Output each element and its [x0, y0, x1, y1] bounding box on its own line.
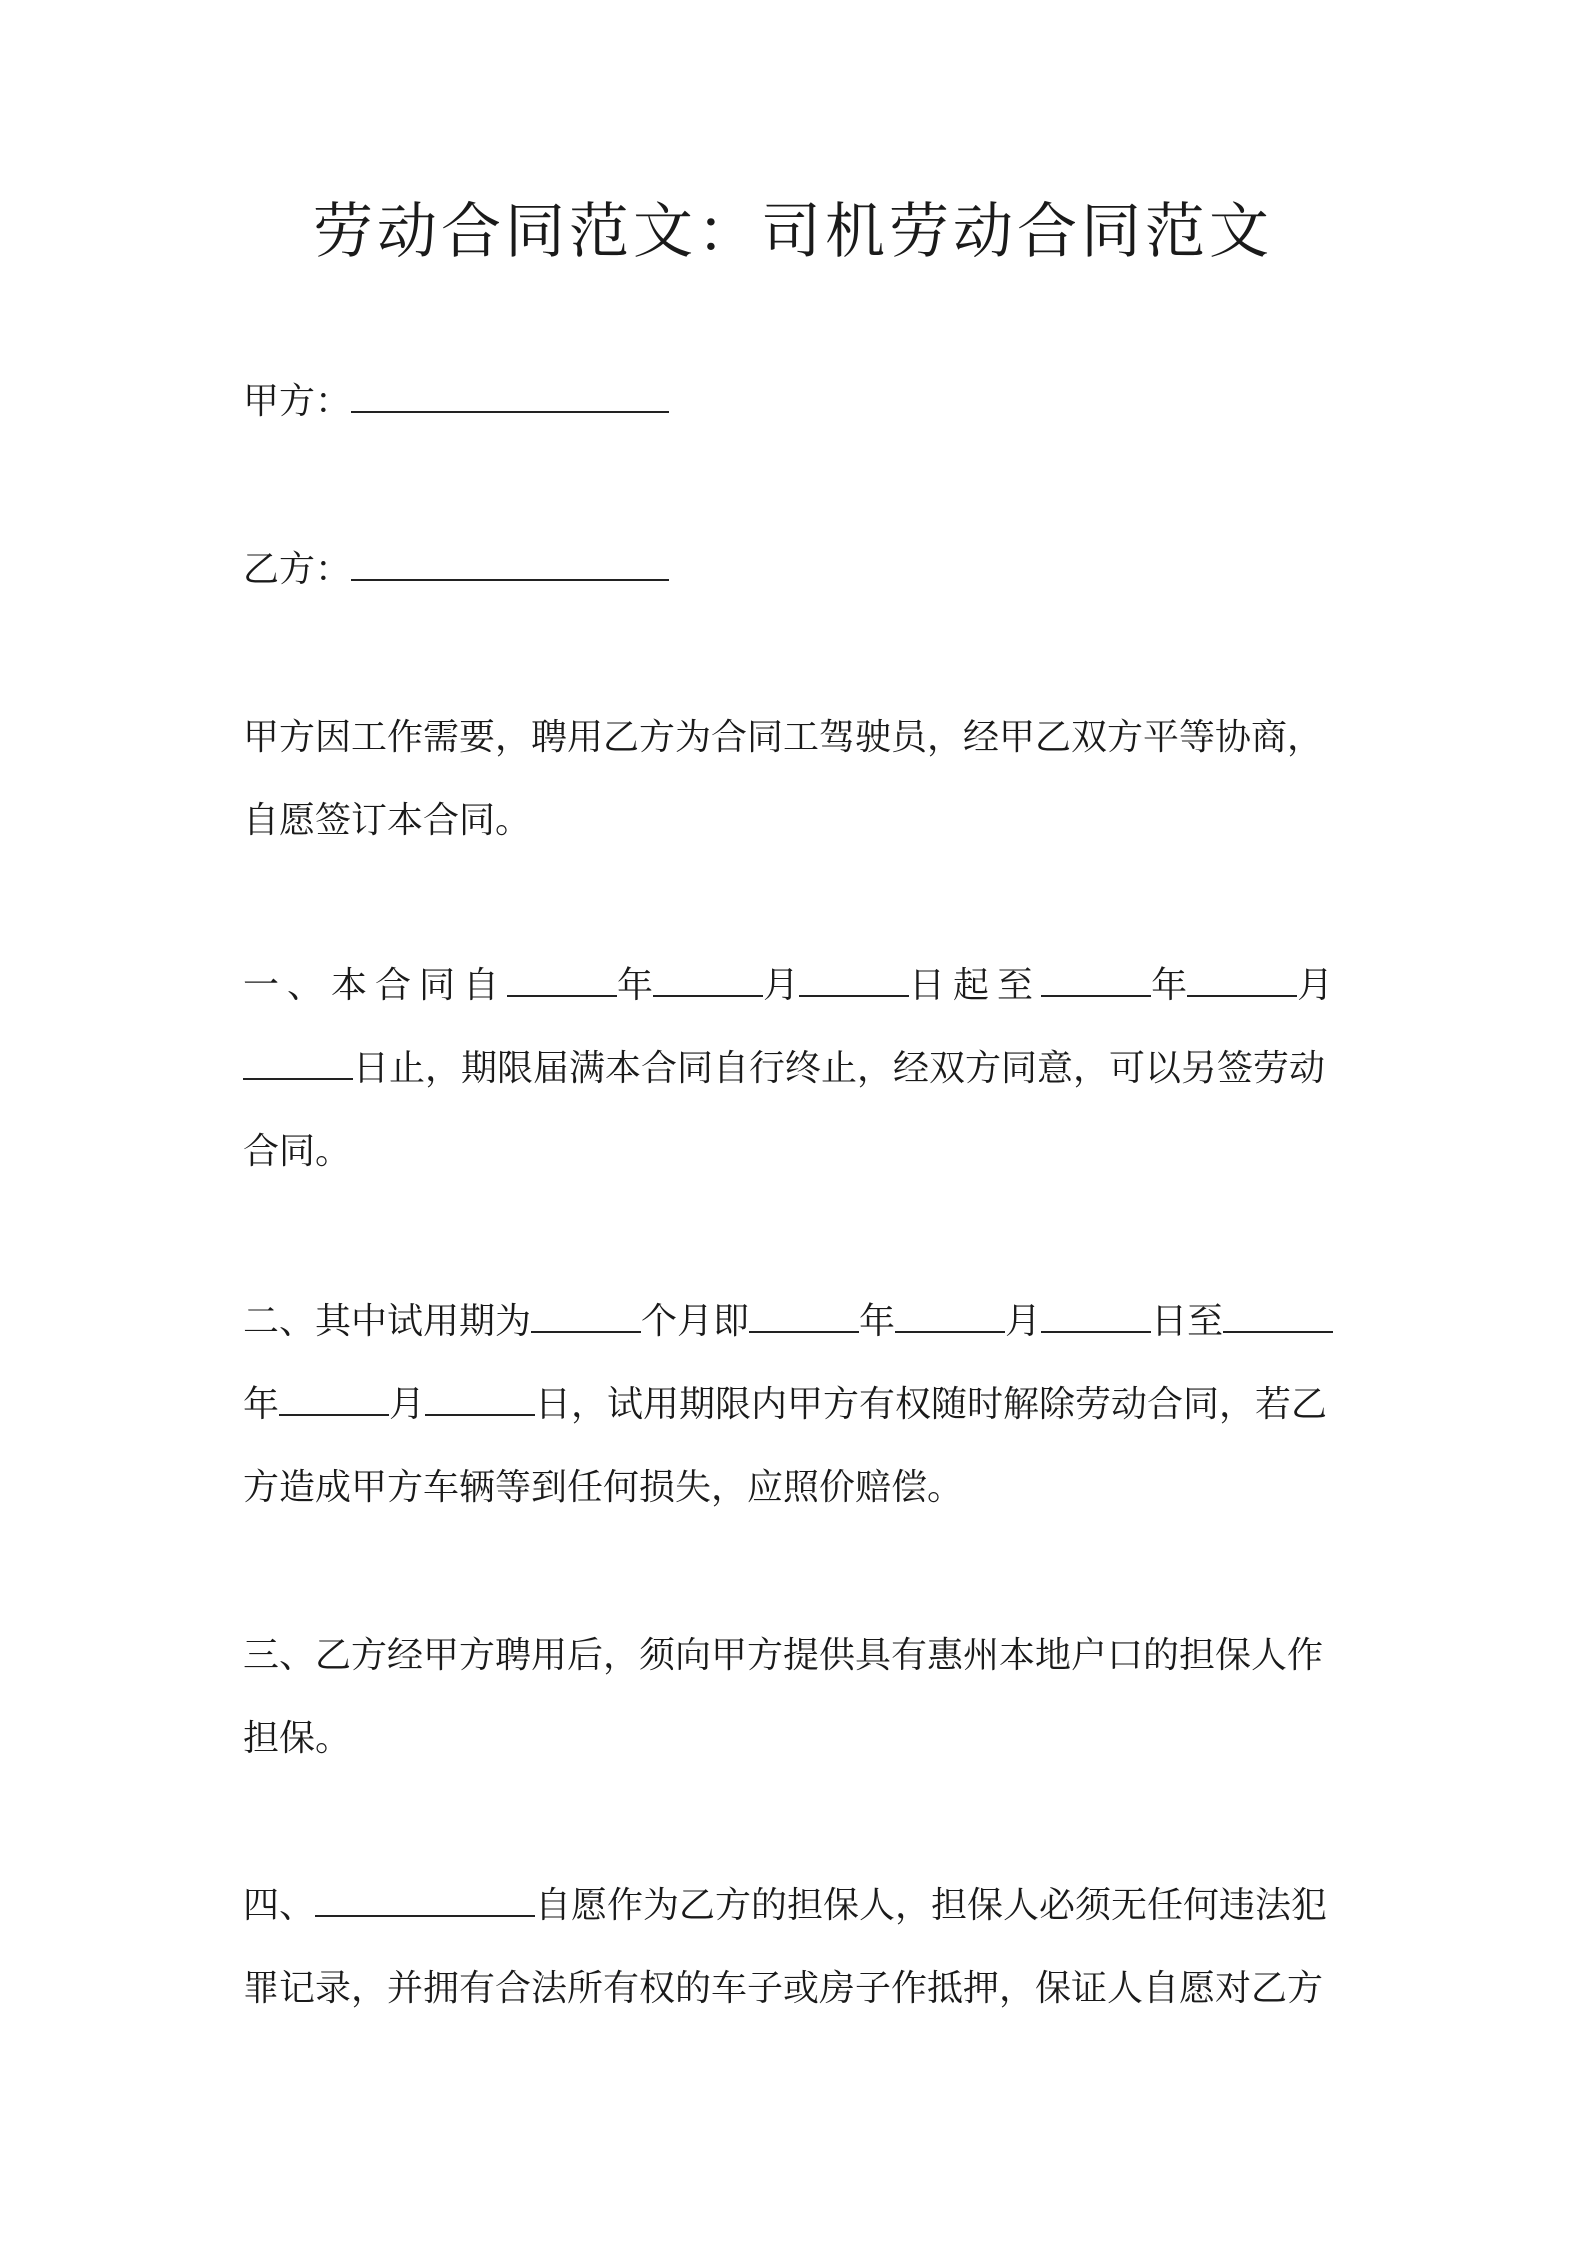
clause-2 — [243, 1280, 1353, 1529]
date-blank — [1187, 967, 1297, 997]
date-blank — [1041, 967, 1151, 997]
intro-line-2: 自愿签订本合同。 — [243, 800, 532, 841]
date-blank — [1223, 1303, 1333, 1333]
party-a-label: 甲方： — [243, 381, 352, 422]
clause-1-month-2: 月 — [1297, 965, 1334, 1006]
party-a-blank — [351, 383, 669, 413]
clause-2-day-to: 日至 — [1151, 1301, 1224, 1342]
clause-1-prefix: 一、本合同自 — [243, 965, 508, 1006]
date-blank — [243, 1050, 353, 1080]
clause-4-rest: 自愿作为乙方的担保人，担保人必须无任何违法犯 — [535, 1885, 1328, 1926]
clause-4 — [243, 1864, 1353, 2030]
clause-2-month: 月 — [1005, 1301, 1042, 1342]
party-b-label: 乙方： — [243, 549, 352, 590]
clause-2-year-2: 年 — [243, 1384, 280, 1425]
date-blank — [531, 1303, 641, 1333]
party-b-line — [243, 528, 1353, 611]
clause-1 — [243, 944, 1353, 1193]
date-blank — [279, 1386, 389, 1416]
date-blank — [895, 1303, 1005, 1333]
clause-2-tail: 方造成甲方车辆等到任何损失，应照价赔偿。 — [243, 1467, 964, 1508]
guarantor-blank — [315, 1887, 535, 1917]
date-blank — [799, 967, 909, 997]
clause-1-rest: 日止，期限届满本合同自行终止，经双方同意，可以另签劳动 — [353, 1048, 1326, 1089]
document-title: 劳动合同范文：司机劳动合同范文 — [313, 197, 1273, 267]
date-blank — [749, 1303, 859, 1333]
clause-1-year-2: 年 — [1151, 965, 1188, 1006]
clause-3 — [243, 1614, 1353, 1780]
clause-2-months: 个月即 — [641, 1301, 750, 1342]
date-blank — [1041, 1303, 1151, 1333]
date-blank — [653, 967, 763, 997]
clause-2-rest: 日，试用期限内甲方有权随时解除劳动合同，若乙 — [535, 1384, 1328, 1425]
clause-1-month: 月 — [763, 965, 800, 1006]
party-b-blank — [351, 551, 669, 581]
date-blank — [507, 967, 617, 997]
clause-1-tail: 合同。 — [243, 1131, 352, 1172]
clause-4-line-2: 罪记录，并拥有合法所有权的车子或房子作抵押，保证人自愿对乙方 — [243, 1968, 1324, 2009]
clause-3-line-1: 三、乙方经甲方聘用后，须向甲方提供具有惠州本地户口的担保人作 — [243, 1635, 1324, 1676]
clause-4-prefix: 四、 — [243, 1885, 316, 1926]
clause-1-year: 年 — [617, 965, 654, 1006]
party-a-line — [243, 360, 1353, 443]
clause-2-year: 年 — [859, 1301, 896, 1342]
date-blank — [425, 1386, 535, 1416]
intro-line-1: 甲方因工作需要，聘用乙方为合同工驾驶员，经甲乙双方平等协商， — [243, 717, 1324, 758]
clause-2-prefix: 二、其中试用期为 — [243, 1301, 532, 1342]
clause-3-line-2: 担保。 — [243, 1718, 352, 1759]
intro-paragraph — [243, 696, 1353, 862]
clause-2-month-2: 月 — [389, 1384, 426, 1425]
clause-1-day-from: 日起至 — [909, 965, 1042, 1006]
